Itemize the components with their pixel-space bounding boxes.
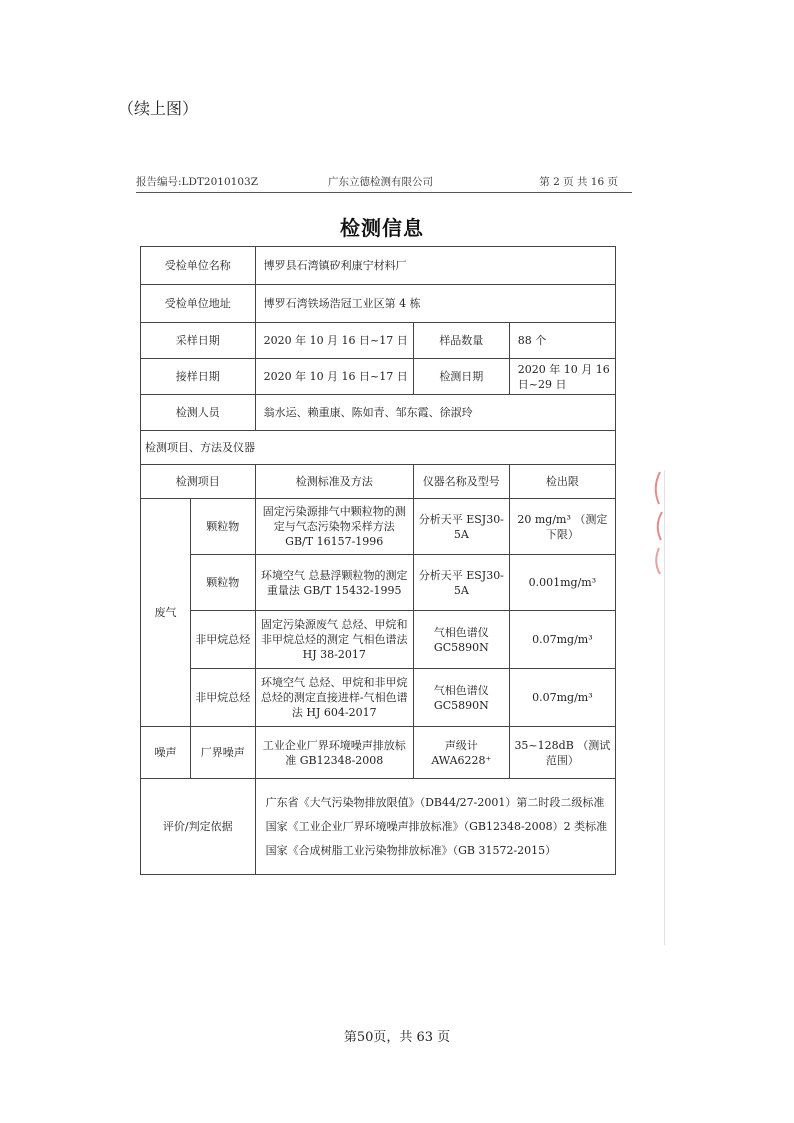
table-row — [141, 323, 616, 359]
table-row — [141, 285, 616, 323]
method-standard: 工业企业厂界环境噪声排放标准 GB12348-2008 — [255, 727, 413, 779]
company-name: 广东立德检测有限公司 — [328, 176, 433, 188]
basis-line: 广东省《大气污染物排放限值》（DB44/27-2001）第二时段二级标准 — [265, 795, 605, 809]
table-row — [141, 669, 616, 727]
inspection-info-table — [140, 246, 616, 875]
method-standard: 环境空气 总悬浮颗粒物的测定 重量法 GB/T 15432-1995 — [255, 555, 413, 611]
sampling-date-value: 2020 年 10 月 16 日~17 日 — [255, 323, 413, 359]
method-limit: 0.07mg/m³ — [509, 669, 615, 727]
table-row — [141, 247, 616, 285]
header-item: 检测项目 — [141, 465, 256, 499]
page-title: 检测信息 — [340, 216, 424, 240]
table-row — [141, 555, 616, 611]
address-label: 受检单位地址 — [141, 285, 256, 323]
page-edge-line — [664, 470, 665, 945]
basis-line: 国家《合成树脂工业污染物排放标准》（GB 31572-2015） — [265, 843, 557, 857]
group-waste-gas: 废气 — [141, 499, 191, 727]
sample-qty-label: 样品数量 — [413, 323, 509, 359]
method-limit: 35~128dB （测试范围） — [509, 727, 615, 779]
seal-stamp-fragment — [650, 468, 670, 578]
method-item: 厂界噪声 — [191, 727, 256, 779]
method-item: 非甲烷总烃 — [191, 611, 256, 669]
receipt-date-label: 接样日期 — [141, 359, 256, 395]
address-value: 博罗石湾铁场浩冠工业区第 4 栋 — [255, 285, 615, 323]
table-row — [141, 499, 616, 555]
method-item: 颗粒物 — [191, 555, 256, 611]
table-row — [141, 465, 616, 499]
method-limit: 0.07mg/m³ — [509, 611, 615, 669]
table-row — [141, 611, 616, 669]
staff-value: 翁水运、赖重康、陈如青、邹东霞、徐淑玲 — [255, 395, 615, 431]
method-standard: 固定污染源排气中颗粒物的测定与气态污染物采样方法 GB/T 16157-1996 — [255, 499, 413, 555]
group-noise: 噪声 — [141, 727, 191, 779]
header-instrument: 仪器名称及型号 — [413, 465, 509, 499]
client-label: 受检单位名称 — [141, 247, 256, 285]
basis-label: 评价/判定依据 — [141, 779, 256, 875]
method-standard: 环境空气 总烃、甲烷和非甲烷总烃的测定直接进样-气相色谱法 HJ 604-2017 — [255, 669, 413, 727]
receipt-date-value: 2020 年 10 月 16 日~17 日 — [255, 359, 413, 395]
scanned-report-page — [128, 164, 636, 906]
client-value: 博罗县石湾镇矽利康宁材料厂 — [255, 247, 615, 285]
method-item: 非甲烷总烃 — [191, 669, 256, 727]
method-instrument: 气相色谱仪 GC5890N — [413, 611, 509, 669]
method-limit: 20 mg/m³ （测定下限） — [509, 499, 615, 555]
basis-line: 国家《工业企业厂界环境噪声排放标准》（GB12348-2008）2 类标准 — [265, 819, 608, 833]
method-limit: 0.001mg/m³ — [509, 555, 615, 611]
table-row — [141, 727, 616, 779]
method-instrument: 分析天平 ESJ30-5A — [413, 555, 509, 611]
sample-qty-value: 88 个 — [509, 323, 615, 359]
sampling-date-label: 采样日期 — [141, 323, 256, 359]
continuation-label: （续上图） — [118, 99, 199, 118]
table-row — [141, 359, 616, 395]
table-row — [141, 395, 616, 431]
method-item: 颗粒物 — [191, 499, 256, 555]
page-footer: 第50页，共 63 页 — [343, 1030, 451, 1045]
test-date-label: 检测日期 — [413, 359, 509, 395]
method-standard: 固定污染源废气 总烃、甲烷和非甲烷总烃的测定 气相色谱法 HJ 38-2017 — [255, 611, 413, 669]
test-date-value: 2020 年 10 月 16 日~29 日 — [509, 359, 615, 395]
report-page-number: 第 2 页 共 16 页 — [539, 176, 618, 188]
method-instrument: 声级计 AWA6228⁺ — [413, 727, 509, 779]
staff-label: 检测人员 — [141, 395, 256, 431]
table-row — [141, 779, 616, 875]
methods-section-label: 检测项目、方法及仪器 — [141, 431, 616, 465]
report-number: 报告编号:LDT2010103Z — [136, 176, 258, 188]
method-instrument: 分析天平 ESJ30-5A — [413, 499, 509, 555]
basis-content — [255, 779, 615, 875]
header-limit: 检出限 — [509, 465, 615, 499]
header-divider — [136, 192, 632, 193]
header-standard: 检测标准及方法 — [255, 465, 413, 499]
table-row — [141, 431, 616, 465]
method-instrument: 气相色谱仪 GC5890N — [413, 669, 509, 727]
